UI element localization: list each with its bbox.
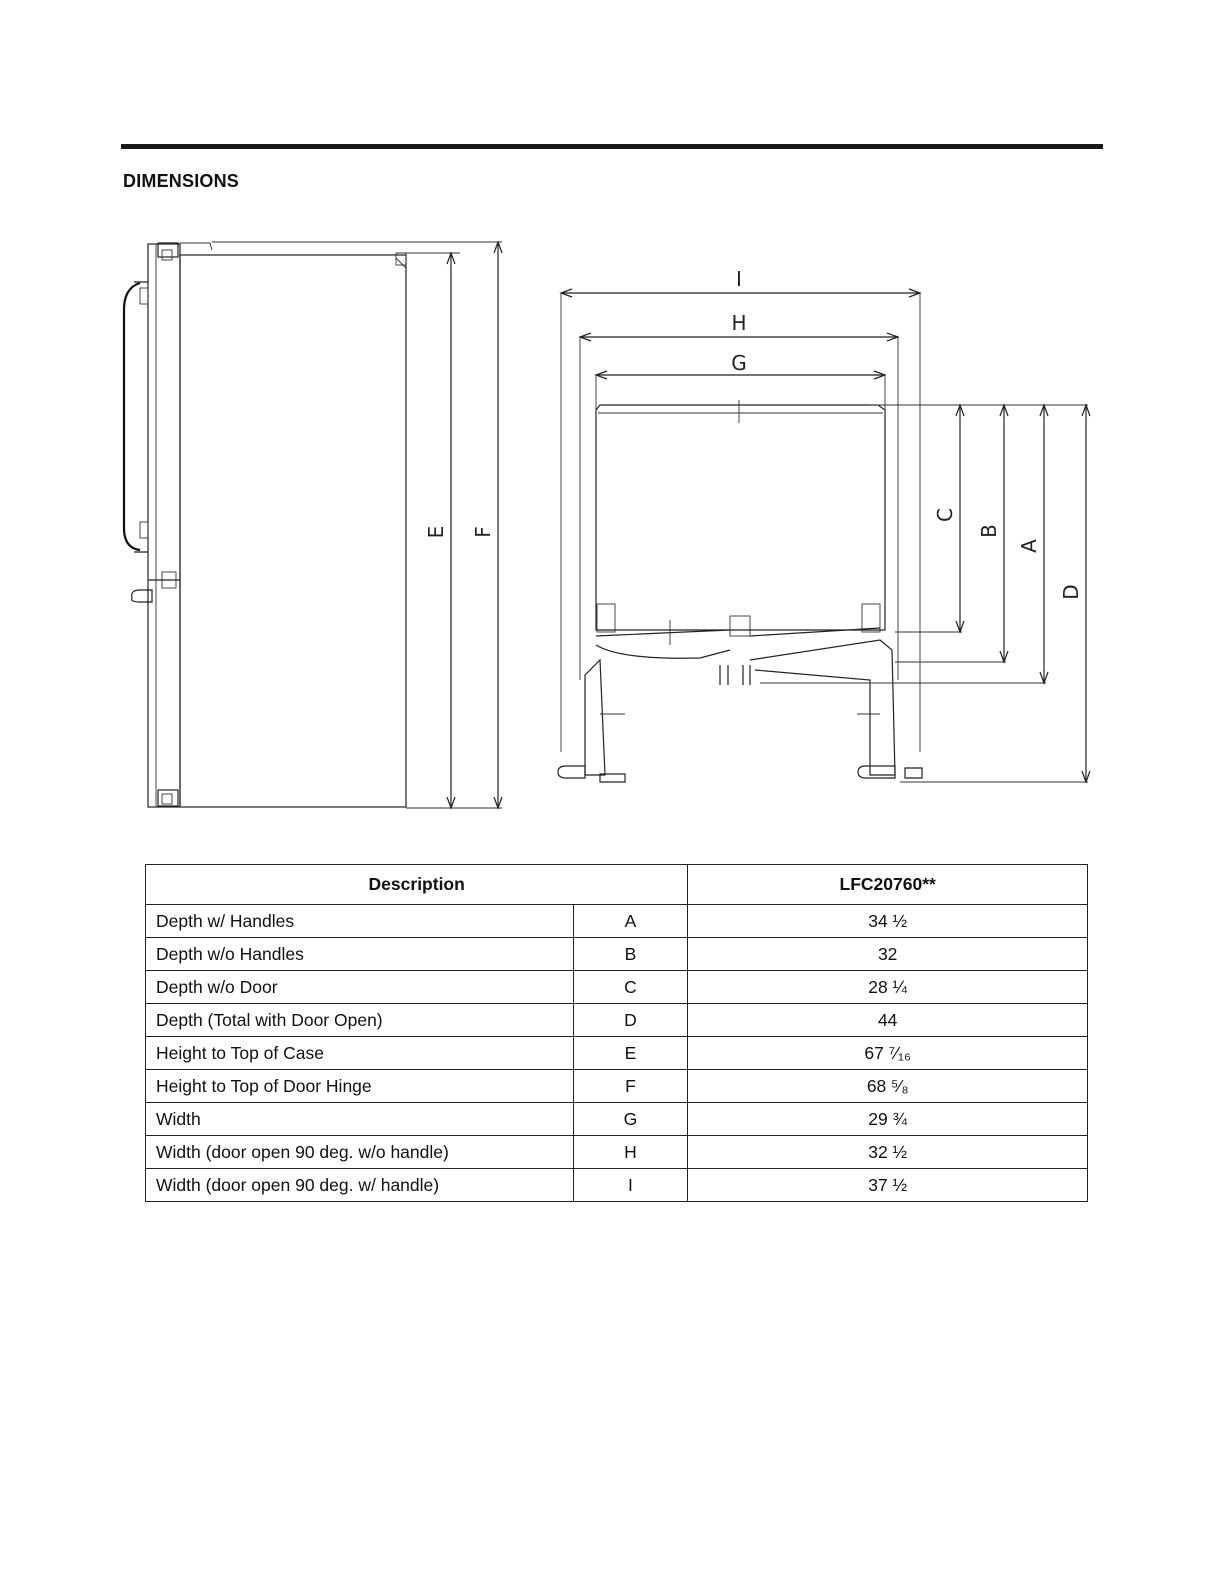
- row-description: Width (door open 90 deg. w/ handle): [146, 1169, 574, 1202]
- table-row: [146, 1103, 1088, 1136]
- row-code: G: [573, 1103, 688, 1136]
- row-code: D: [573, 1004, 688, 1037]
- table-header-row: [146, 865, 1088, 905]
- table-row: [146, 1070, 1088, 1103]
- row-value: 28 ¼: [688, 971, 1088, 1004]
- row-value: 32: [688, 938, 1088, 971]
- table-row: [146, 1004, 1088, 1037]
- label-b: B: [977, 524, 1001, 538]
- table-row: [146, 1037, 1088, 1070]
- row-description: Width (door open 90 deg. w/o handle): [146, 1136, 574, 1169]
- lower-handle: [132, 590, 152, 602]
- row-description: Depth (Total with Door Open): [146, 1004, 574, 1037]
- top-view: [558, 267, 1090, 782]
- row-code: I: [573, 1169, 688, 1202]
- upper-handle: [124, 283, 140, 550]
- label-a: A: [1017, 539, 1041, 553]
- side-door: [148, 244, 180, 807]
- section-title: DIMENSIONS: [123, 171, 240, 191]
- row-value: 29 ¾: [688, 1103, 1088, 1136]
- label-i: I: [736, 267, 742, 291]
- label-d: D: [1059, 584, 1083, 600]
- table-row: [146, 1169, 1088, 1202]
- table-row: [146, 905, 1088, 938]
- row-description: Depth w/ Handles: [146, 905, 574, 938]
- row-code: A: [573, 905, 688, 938]
- row-description: Depth w/o Handles: [146, 938, 574, 971]
- label-h: H: [731, 311, 747, 335]
- row-description: Height to Top of Case: [146, 1037, 574, 1070]
- row-value: 68 ⁵⁄₈: [688, 1070, 1088, 1103]
- side-cabinet: [180, 255, 406, 807]
- row-value: 32 ½: [688, 1136, 1088, 1169]
- right-door-open: [750, 640, 895, 775]
- left-door-open: [585, 660, 605, 775]
- row-code: H: [573, 1136, 688, 1169]
- header-model: LFC20760**: [688, 865, 1088, 905]
- label-c: C: [933, 508, 957, 522]
- row-description: Width: [146, 1103, 574, 1136]
- label-e: E: [424, 525, 448, 539]
- header-description: Description: [146, 865, 688, 905]
- dimensions-table: [145, 864, 1088, 1202]
- row-value: 34 ½: [688, 905, 1088, 938]
- row-code: C: [573, 971, 688, 1004]
- row-code: F: [573, 1070, 688, 1103]
- label-g: G: [731, 351, 747, 375]
- row-description: Height to Top of Door Hinge: [146, 1070, 574, 1103]
- row-value: 67 ⁷⁄₁₆: [688, 1037, 1088, 1070]
- table-row: [146, 971, 1088, 1004]
- table-row: [146, 938, 1088, 971]
- label-f: F: [471, 526, 495, 538]
- side-view: [124, 242, 502, 808]
- top-cabinet: [596, 405, 885, 630]
- row-description: Depth w/o Door: [146, 971, 574, 1004]
- row-value: 44: [688, 1004, 1088, 1037]
- row-code: B: [573, 938, 688, 971]
- row-value: 37 ½: [688, 1169, 1088, 1202]
- row-code: E: [573, 1037, 688, 1070]
- table-row: [146, 1136, 1088, 1169]
